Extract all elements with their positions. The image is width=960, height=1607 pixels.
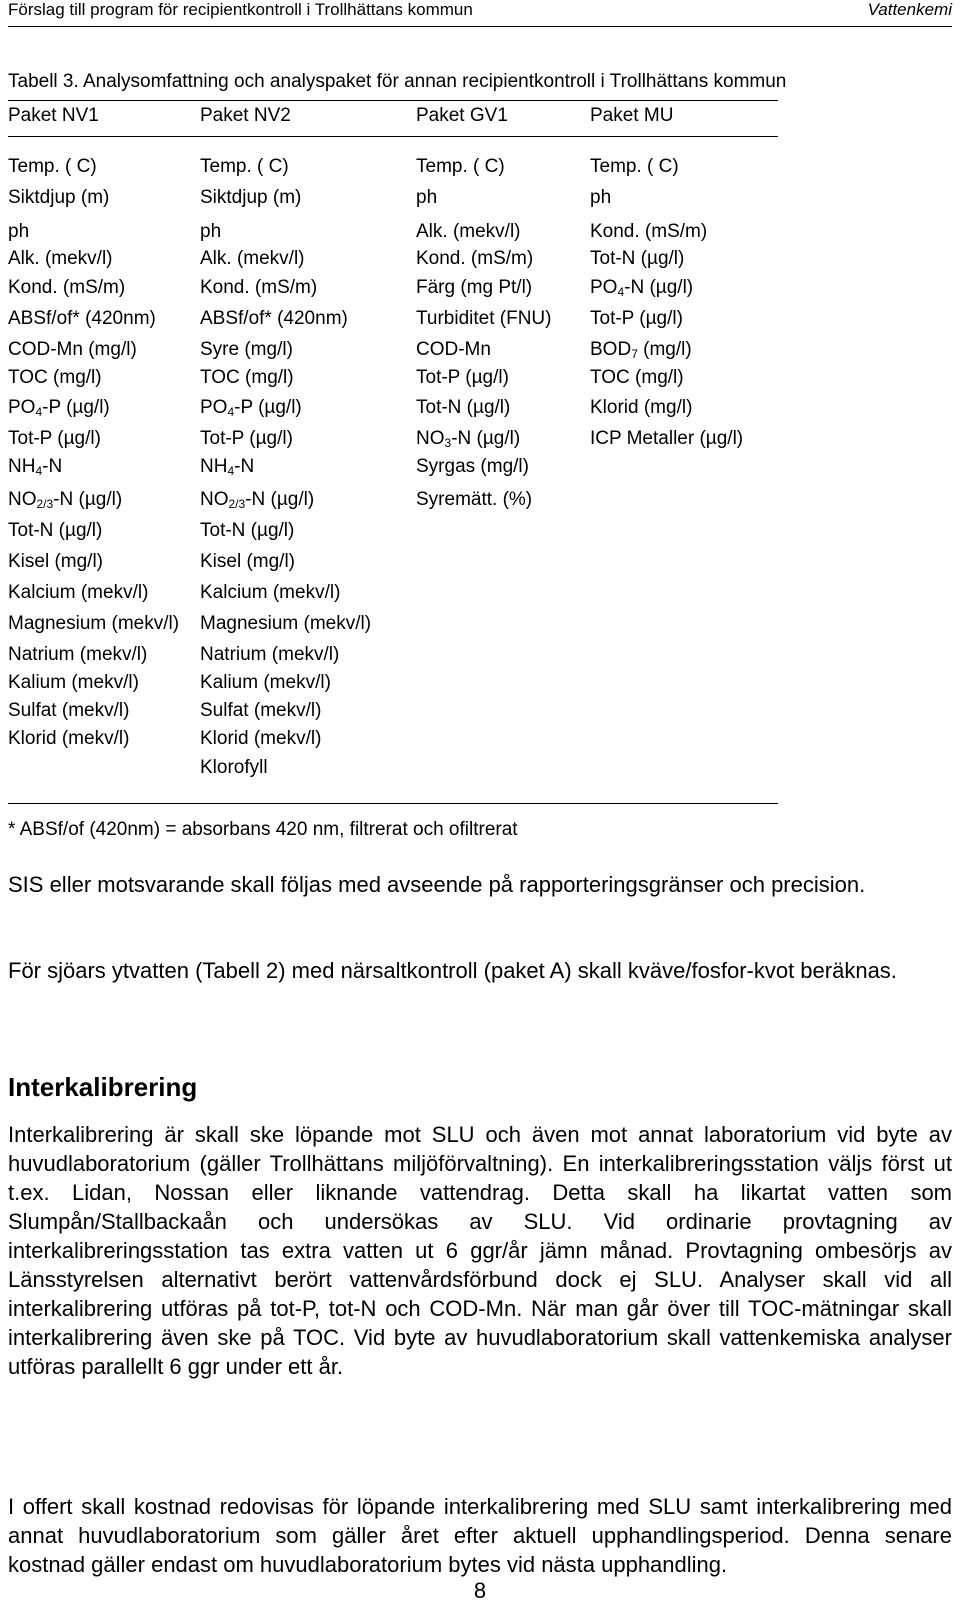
table-cell: $NH_4-N$ bbox=[200, 456, 255, 478]
table-bottom-rule bbox=[8, 803, 778, 804]
table-cell: Tot-P (µg/l) bbox=[416, 367, 509, 388]
table-cell: $PO_4-P$ (µg/l) bbox=[200, 397, 302, 419]
table-cell: Klorid (mekv/l) bbox=[200, 728, 322, 749]
table-cell: Kalcium (mekv/l) bbox=[8, 582, 149, 603]
table-cell: Kond. (mS/m) bbox=[8, 277, 126, 298]
table-cell: Temp. ( C) bbox=[590, 156, 679, 177]
table-header-gv1: Paket GV1 bbox=[416, 105, 508, 126]
table-cell: Temp. ( C) bbox=[200, 156, 289, 177]
table-cell: Tot-N (µg/l) bbox=[8, 520, 103, 541]
table-cell: Alk. (mekv/l) bbox=[8, 248, 113, 269]
table-cell: Kalium (mekv/l) bbox=[200, 672, 331, 693]
table-cell: Magnesium (mekv/l) bbox=[8, 613, 180, 634]
paragraph-sis: SIS eller motsvarande skall följas med avseende på rapporteringsgränser och precision. bbox=[8, 872, 866, 897]
table-cell: TOC (mg/l) bbox=[8, 367, 102, 388]
page-header bbox=[8, 0, 952, 26]
table-cell: Turbiditet (FNU) bbox=[416, 308, 552, 329]
table-caption: Tabell 3. Analysomfattning och analyspaket för annan recipientkontroll i Trollhättans kommun bbox=[8, 71, 787, 92]
table-cell: $PO_4-P$ (µg/l) bbox=[8, 397, 110, 419]
table-cell: Kond. (mS/m) bbox=[590, 221, 708, 242]
table-cell: Tot-N (µg/l) bbox=[200, 520, 295, 541]
table-cell: Kisel (mg/l) bbox=[200, 551, 296, 572]
table-cell: Syre (mg/l) bbox=[200, 339, 293, 360]
table-cell: Natrium (mekv/l) bbox=[200, 644, 340, 665]
table-cell: $NH_4-N$ bbox=[8, 456, 63, 478]
header-rule bbox=[8, 26, 952, 27]
table-cell: Temp. ( C) bbox=[416, 156, 505, 177]
table-header-nv2: Paket NV2 bbox=[200, 105, 291, 126]
table-cell: Kalcium (mekv/l) bbox=[200, 582, 341, 603]
table-cell: Sulfat (mekv/l) bbox=[200, 700, 322, 721]
page-number: 8 bbox=[473, 1578, 487, 1603]
table-cell: $NO_{2/3}-N$ (µg/l) bbox=[8, 489, 123, 511]
table-cell: Magnesium (mekv/l) bbox=[200, 613, 372, 634]
table-header-nv1: Paket NV1 bbox=[8, 105, 99, 126]
table-cell: Siktdjup (m) bbox=[200, 187, 302, 208]
table-cell: Tot-P (µg/l) bbox=[590, 308, 683, 329]
table-cell: Klorofyll bbox=[200, 757, 268, 778]
table-cell: TOC (mg/l) bbox=[590, 367, 684, 388]
table-cell: Alk. (mekv/l) bbox=[200, 248, 305, 269]
table-cell: Alk. (mekv/l) bbox=[416, 221, 521, 242]
table-cell: ph bbox=[8, 221, 30, 242]
section-heading: Interkalibrering bbox=[8, 1072, 198, 1102]
header-title: Förslag till program för recipientkontroll i Trollhättans kommun bbox=[8, 0, 473, 19]
paragraph-kvave-fosfor: För sjöars ytvatten (Tabell 2) med närsaltkontroll (paket A) skall kväve/fosfor-kvot beräknas. bbox=[8, 958, 897, 983]
paragraph-offert: I offert skall kostnad redovisas för löpande interkalibrering med SLU samt interkalibrering med annat huvudlaboratorium som gäller året efter aktuell upphandlingsperiod. Denna senare kostnad gäller endast om huvudlaboratorium bytes vid nästa upphandling. bbox=[8, 1494, 952, 1577]
table-cell: ICP Metaller (µg/l) bbox=[590, 428, 744, 449]
table-cell: Tot-N (µg/l) bbox=[416, 397, 511, 418]
table-cell: ph bbox=[200, 221, 222, 242]
table-cell: Syremätt. (%) bbox=[416, 489, 533, 510]
table-cell: Temp. ( C) bbox=[8, 156, 97, 177]
table-top-rule bbox=[8, 100, 778, 101]
table-header-mu: Paket MU bbox=[590, 105, 674, 126]
table-cell: $BOD_7$ (mg/l) bbox=[590, 339, 692, 361]
table-cell: ph bbox=[590, 187, 612, 208]
table-cell: Sulfat (mekv/l) bbox=[8, 700, 130, 721]
table-cell: ABSf/of* (420nm) bbox=[200, 308, 348, 329]
table-cell: $PO_4-N$ (µg/l) bbox=[590, 277, 694, 299]
table-cell: Siktdjup (m) bbox=[8, 187, 110, 208]
table-cell: $NO_3-N$ (µg/l) bbox=[416, 428, 521, 450]
table-cell: ph bbox=[416, 187, 438, 208]
table-cell: ABSf/of* (420nm) bbox=[8, 308, 156, 329]
paragraph-interkalibrering: Interkalibrering är skall ske löpande mot SLU och även mot annat laboratorium vid byte av huvudlaboratorium (gäller Trollhättans miljöförvaltning). En interkalibreringsstation väljs först ut t.ex. Lidan, Nossan eller liknande vattendrag. Detta skall ha likartat vatten som Slumpån/Stallbackaån och undersökas av SLU. Vid ordinarie provtagning av interkalibreringsstation tas extra vatten ut 6 ggr/år jämn månad. Provtagning ombesörjs av Länsstyrelsen alternativt berört vattenvårdsförbund dock ej SLU. Analyser skall vid all interkalibrering utföras på tot-P, tot-N och COD-Mn. När man går över till TOC-mätningar skall interkalibrering även ske på TOC. Vid byte av huvudlaboratorium skall vattenkemiska analyser utföras parallellt 6 ggr under ett år. bbox=[8, 1122, 952, 1379]
table-cell: Klorid (mekv/l) bbox=[8, 728, 130, 749]
table-cell: Färg (mg Pt/l) bbox=[416, 277, 533, 298]
table-cell: Natrium (mekv/l) bbox=[8, 644, 148, 665]
header-section: Vattenkemi bbox=[867, 0, 952, 19]
table-cell: Tot-N (µg/l) bbox=[590, 248, 685, 269]
table-cell: Kisel (mg/l) bbox=[8, 551, 104, 572]
table-cell: COD-Mn (mg/l) bbox=[8, 339, 137, 360]
table-cell: Kond. (mS/m) bbox=[416, 248, 534, 269]
table-cell: Syrgas (mg/l) bbox=[416, 456, 529, 477]
table-cell: Kalium (mekv/l) bbox=[8, 672, 139, 693]
table-cell: COD-Mn bbox=[416, 339, 491, 360]
table-header-rule bbox=[8, 136, 778, 137]
table-footnote: * ABSf/of (420nm) = absorbans 420 nm, filtrerat och ofiltrerat bbox=[8, 819, 518, 840]
table-cell: Tot-P (µg/l) bbox=[200, 428, 293, 449]
table-cell: Kond. (mS/m) bbox=[200, 277, 318, 298]
table-cell: $NO_{2/3}-N$ (µg/l) bbox=[200, 489, 315, 511]
table-cell: Klorid (mg/l) bbox=[590, 397, 693, 418]
table-cell: TOC (mg/l) bbox=[200, 367, 294, 388]
table-cell: Tot-P (µg/l) bbox=[8, 428, 101, 449]
